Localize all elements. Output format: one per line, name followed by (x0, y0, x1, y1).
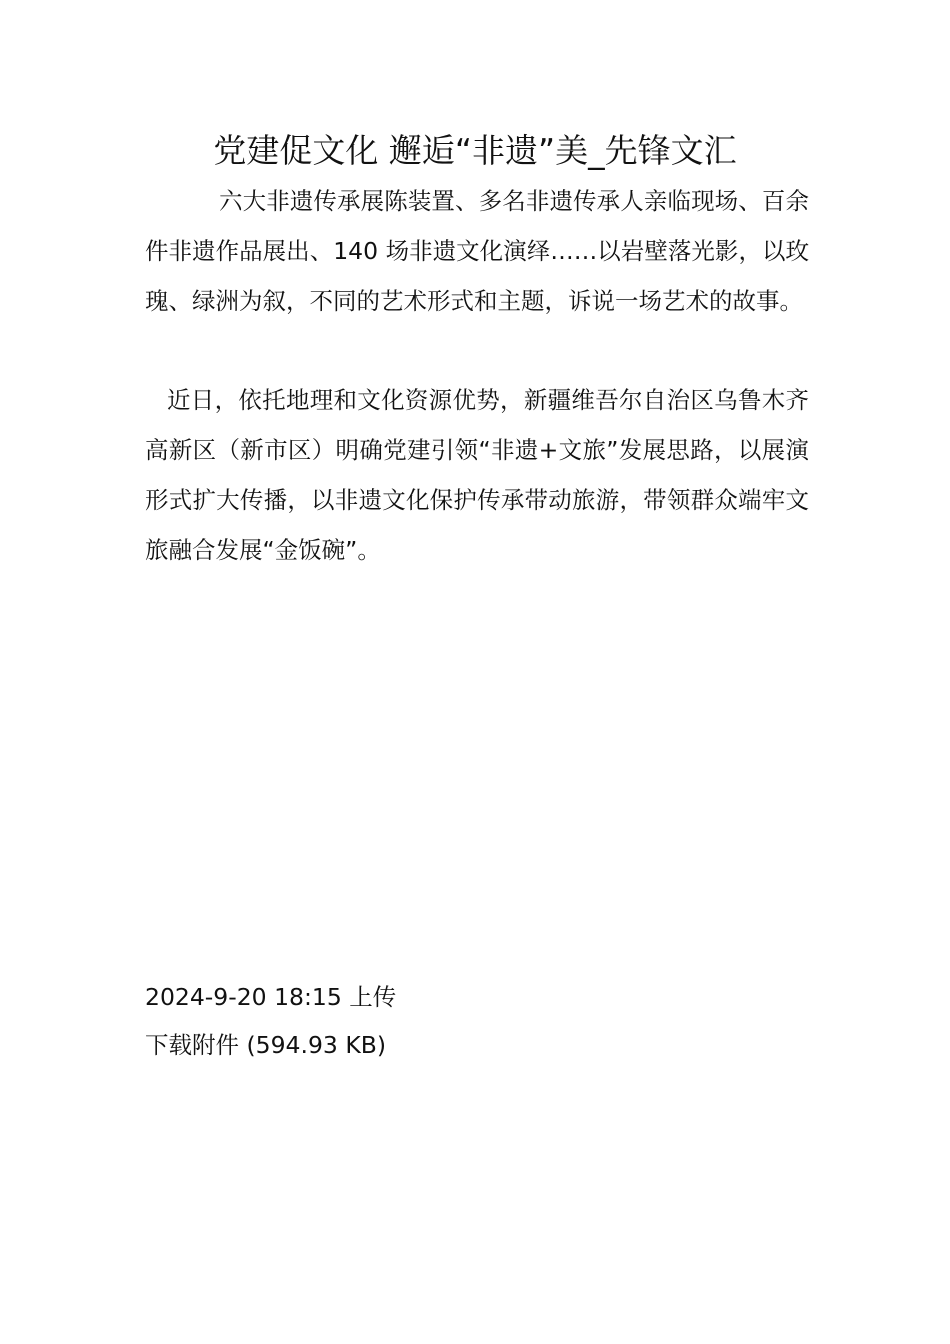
paragraph-main: 近日，依托地理和文化资源优势，新疆维吾尔自治区乌鲁木齐高新区（新市区）明确党建引领“非遗+文旅”发展思路，以展演形式扩大传播，以非遗文化保护传承带动旅游，带领群众端牢文旅融合发展“金饭碗”。 (145, 386, 809, 564)
upload-timestamp: 2024-9-20 18:15 上传 (145, 983, 397, 1011)
paragraph-intro: 六大非遗传承展陈装置、多名非遗传承人亲临现场、百余件非遗作品展出、140 场非遗文化演绎……以岩壁落光影，以玫瑰、绿洲为叙，不同的艺术形式和主题，诉说一场艺术的故事。 (145, 187, 809, 315)
download-attachment-link[interactable]: 下载附件 (594.93 KB) (145, 1031, 387, 1059)
document-title: 党建促文化 邂逅“非遗”美_先锋文汇 (213, 131, 737, 170)
